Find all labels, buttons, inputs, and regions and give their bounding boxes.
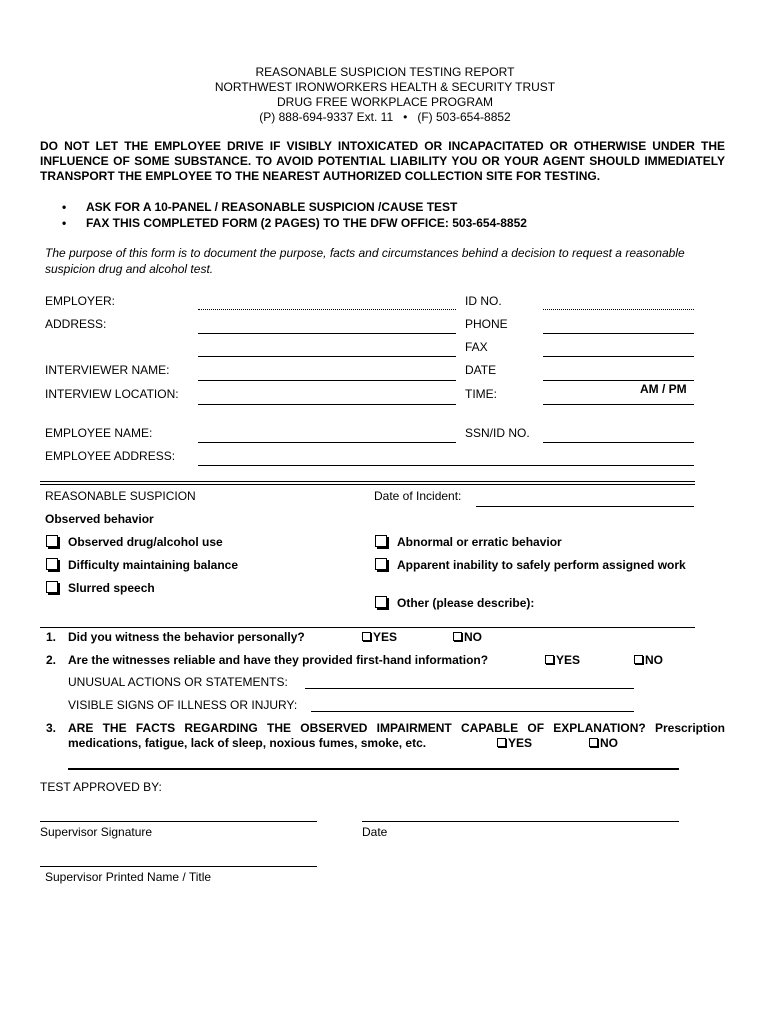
warning-text: DO NOT LET THE EMPLOYEE DRIVE IF VISIBLY INTOXICATED OR INCAPACITATED OR OTHERWISE UNDER THE INFLUENCE OF SOME SUBSTANCE. TO AVOID POTENTIAL LIABILITY YOU OR YOUR AGENT SHOULD IMMEDIATELY TRANSPORT THE EMPLOYEE TO THE NEAREST AUTHORIZED COLLECTION SITE FOR TESTING. xyxy=(40,139,725,183)
checkbox-icon xyxy=(375,596,387,608)
checkbox-icon xyxy=(362,632,371,641)
employee-name-label: EMPLOYEE NAME: xyxy=(45,426,153,440)
question-1: Did you witness the behavior personally? xyxy=(68,630,305,644)
question-2: Are the witnesses reliable and have they provided first-hand information? xyxy=(68,653,489,667)
question-3-continued: medications, fatigue, lack of sleep, noxious fumes, smoke, etc. xyxy=(68,736,427,750)
phone-label: PHONE xyxy=(465,317,508,331)
interview-location-label: INTERVIEW LOCATION: xyxy=(45,387,179,401)
address-field-line2[interactable] xyxy=(198,356,456,357)
date-label: DATE xyxy=(465,363,497,377)
checkbox-balance[interactable]: Difficulty maintaining balance xyxy=(46,558,238,572)
employee-name-field[interactable] xyxy=(198,442,456,443)
question-number: 3. xyxy=(46,721,57,735)
checkbox-icon xyxy=(453,632,462,641)
date-of-incident-label: Date of Incident: xyxy=(374,489,462,503)
checkbox-other[interactable]: Other (please describe): xyxy=(375,596,534,610)
checkbox-icon xyxy=(46,581,58,593)
interview-location-field[interactable] xyxy=(198,404,456,405)
q3-yes-checkbox[interactable]: YES xyxy=(497,736,532,750)
unusual-actions-field[interactable] xyxy=(305,688,634,689)
checkbox-icon xyxy=(589,738,598,747)
employer-field[interactable] xyxy=(198,309,456,310)
section-divider xyxy=(40,627,695,628)
visible-signs-label: VISIBLE SIGNS OF ILLNESS OR INJURY: xyxy=(68,698,298,712)
address-field[interactable] xyxy=(198,333,456,334)
checkbox-icon xyxy=(46,558,58,570)
id-no-label: ID NO. xyxy=(465,294,502,308)
q3-no-checkbox[interactable]: NO xyxy=(589,736,618,750)
fax-label: FAX xyxy=(465,340,488,354)
checkbox-icon xyxy=(545,655,554,664)
supervisor-printed-name-field[interactable] xyxy=(40,866,317,867)
q1-no-checkbox[interactable]: NO xyxy=(453,630,482,644)
employee-address-label: EMPLOYEE ADDRESS: xyxy=(45,449,176,463)
visible-signs-field[interactable] xyxy=(311,711,634,712)
unusual-actions-label: UNUSUAL ACTIONS OR STATEMENTS: xyxy=(68,675,288,689)
interviewer-name-field[interactable] xyxy=(198,380,456,381)
question-number: 2. xyxy=(46,653,57,667)
approval-date-label: Date xyxy=(362,825,388,839)
test-approved-by-label: TEST APPROVED BY: xyxy=(40,780,162,794)
interviewer-name-label: INTERVIEWER NAME: xyxy=(45,363,170,377)
bullet-item: • ASK FOR A 10-PANEL / REASONABLE SUSPICION /CAUSE TEST xyxy=(62,200,458,214)
supervisor-printed-name-label: Supervisor Printed Name / Title xyxy=(45,870,212,884)
supervisor-signature-field[interactable] xyxy=(40,821,317,822)
suspicion-heading: REASONABLE SUSPICION xyxy=(45,489,196,503)
observed-behavior-heading: Observed behavior xyxy=(45,512,154,526)
employee-address-field[interactable] xyxy=(198,465,694,466)
q1-yes-checkbox[interactable]: YES xyxy=(362,630,397,644)
contact-line: (P) 888-694-9337 Ext. 11 • (F) 503-654-8852 xyxy=(259,110,511,124)
am-pm-label: AM / PM xyxy=(640,382,687,396)
bullet-item: • FAX THIS COMPLETED FORM (2 PAGES) TO THE DFW OFFICE: 503-654-8852 xyxy=(62,216,527,230)
form-title: REASONABLE SUSPICION TESTING REPORT xyxy=(255,65,515,79)
id-no-field[interactable] xyxy=(543,309,694,310)
section-divider xyxy=(40,481,695,485)
time-field[interactable] xyxy=(543,404,694,405)
checkbox-icon xyxy=(375,558,387,570)
q2-no-checkbox[interactable]: NO xyxy=(634,653,663,667)
checkbox-icon xyxy=(497,738,506,747)
checkbox-icon xyxy=(634,655,643,664)
question-number: 1. xyxy=(46,630,57,644)
address-label: ADDRESS: xyxy=(45,317,107,331)
purpose-text: The purpose of this form is to document the purpose, facts and circumstances behind a decision to request a reasonable suspicion drug and alcohol test. xyxy=(45,246,685,276)
fax-field[interactable] xyxy=(543,356,694,357)
checkbox-drug-alcohol-use[interactable]: Observed drug/alcohol use xyxy=(46,535,223,549)
explanation-field[interactable] xyxy=(68,768,679,770)
phone-field[interactable] xyxy=(543,333,694,334)
checkbox-icon xyxy=(46,535,58,547)
employer-label: EMPLOYER: xyxy=(45,294,116,308)
checkbox-slurred-speech[interactable]: Slurred speech xyxy=(46,581,155,595)
q2-yes-checkbox[interactable]: YES xyxy=(545,653,580,667)
checkbox-icon xyxy=(375,535,387,547)
approval-date-field[interactable] xyxy=(362,821,679,822)
ssn-label: SSN/ID NO. xyxy=(465,426,530,440)
checkbox-erratic-behavior[interactable]: Abnormal or erratic behavior xyxy=(375,535,562,549)
question-3: ARE THE FACTS REGARDING THE OBSERVED IMPAIRMENT CAPABLE OF EXPLANATION? Prescription xyxy=(68,721,725,735)
date-field[interactable] xyxy=(543,380,694,381)
time-label: TIME: xyxy=(465,387,497,401)
checkbox-inability-to-work[interactable]: Apparent inability to safely perform assigned work xyxy=(375,558,690,573)
org-name: NORTHWEST IRONWORKERS HEALTH & SECURITY TRUST xyxy=(214,80,556,94)
ssn-field[interactable] xyxy=(543,442,694,443)
program-name: DRUG FREE WORKPLACE PROGRAM xyxy=(276,95,494,109)
supervisor-signature-label: Supervisor Signature xyxy=(40,825,153,839)
date-of-incident-field[interactable] xyxy=(476,506,694,507)
